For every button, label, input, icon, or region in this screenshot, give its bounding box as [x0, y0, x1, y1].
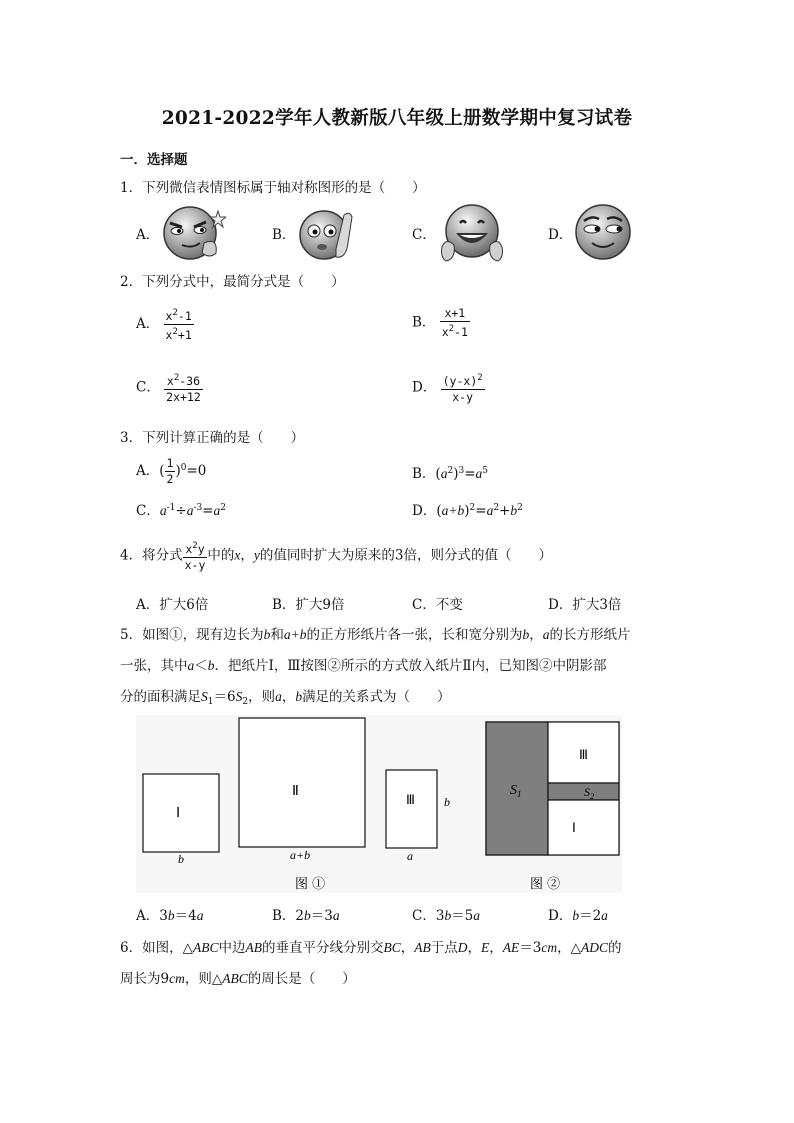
q2-option-b: B． $\frac{x+1}{x^2-1}$	[412, 306, 468, 339]
grin-emoji-icon	[438, 201, 506, 265]
fig1-caption: 图 ①	[295, 877, 326, 892]
fraction: $\frac{1}{2}$	[166, 456, 174, 486]
page-title: 2021-2022学年人教新版八年级上册数学期中复习试卷	[161, 108, 633, 129]
label-iii: Ⅲ	[406, 792, 415, 807]
q5-line2: 一张，其中a＜b．把纸片Ⅰ，Ⅲ按图②所示的方式放入纸片Ⅱ内，已知图②中阴影部	[120, 658, 607, 674]
q5-option-b: B．2b＝3a	[272, 908, 340, 924]
q4-option-b: B．扩大9倍	[272, 597, 345, 613]
q1-option-c-label: C．	[412, 227, 436, 243]
smirk-emoji-icon	[160, 203, 226, 263]
label-iii-fig2: Ⅲ	[579, 747, 588, 762]
q6-line2: 周长为9cm，则△ABC的周长是（ ）	[120, 971, 356, 987]
q4-stem: 4．将分式 $\frac{x^2y}{x-y}$ 中的x，y的值同时扩大为原来的3倍，则分式的值（ ）	[120, 541, 552, 572]
q5-line3: 分的面积满足$S_1=6S_2$，则a，b满足的关系式为（ ）	[120, 689, 451, 707]
fraction: $\frac{(y-x)^2}{x-y}$	[442, 373, 483, 404]
q3-option-c: C．$a^{-1}\div a^{-3}=a^2$	[136, 503, 227, 519]
q5-option-a: A．3b＝4a	[136, 908, 204, 924]
square-i	[143, 774, 219, 852]
label-b-side: b	[444, 795, 450, 809]
label-b: b	[178, 852, 184, 866]
q5-option-c: C．3b＝5a	[412, 908, 481, 924]
label-a-plus-b: a+b	[290, 848, 311, 862]
label-i-fig2: Ⅰ	[572, 820, 576, 835]
side-eye-emoji-icon	[572, 201, 634, 263]
label-s2: $S_2$	[584, 785, 594, 801]
square-ii	[239, 718, 365, 847]
q6-line1: 6．如图，△ABC中边AB的垂直平分线分别交BC，AB于点D，E，AE＝3cm，△ADC的	[120, 940, 622, 956]
fraction: $\frac{x^2-1}{x^2+1}$	[165, 308, 192, 342]
rect-iii	[386, 770, 437, 848]
fraction: $\frac{x+1}{x^2-1}$	[441, 306, 468, 339]
q1-option-a-label: A．	[136, 227, 160, 243]
q1-option-b-label: B．	[272, 227, 296, 243]
square-i-placed	[548, 800, 619, 855]
section-heading: 一．选择题	[120, 152, 188, 168]
q1-option-d-label: D．	[548, 227, 573, 243]
label-ii: Ⅱ	[292, 784, 299, 799]
fraction: $\frac{x^2y}{x-y}$	[184, 541, 206, 572]
fig2-caption: 图 ②	[530, 877, 561, 892]
label-i: Ⅰ	[176, 806, 181, 821]
label-s1: $S_1$	[510, 783, 522, 799]
q2-stem: 2．下列分式中，最简分式是（ ）	[120, 274, 345, 290]
q5-figure	[136, 715, 622, 893]
q2-option-d: D． $\frac{(y-x)^2}{x-y}$	[412, 373, 483, 404]
q4-option-a: A．扩大6倍	[136, 597, 209, 613]
q5-line1: 5．如图①，现有边长为b和a+b的正方形纸片各一张，长和宽分别为b，a的长方形纸片	[120, 627, 631, 643]
fraction: $\frac{x^2-36}{2x+12}$	[166, 373, 201, 404]
q3-option-d: D．$(a+b)^2=a^2+b^2$	[412, 503, 523, 519]
q4-option-d: D．扩大3倍	[548, 597, 622, 613]
q3-option-b: B．$(a^2)^3=a^5$	[412, 466, 488, 482]
label-a: a	[407, 849, 413, 863]
q5-option-d: D．b＝2a	[548, 908, 608, 924]
q4-option-c: C．不变	[412, 597, 463, 613]
face-palm-emoji-icon	[296, 203, 356, 263]
q3-option-a: A．( $\frac{1}{2}$ )$^0$=0	[136, 456, 207, 486]
q2-option-a: A． $\frac{x^2-1}{x^2+1}$	[136, 308, 192, 342]
q1-stem: 1．下列微信表情图标属于轴对称图形的是（ ）	[120, 180, 426, 196]
q2-option-c: C． $\frac{x^2-36}{2x+12}$	[136, 373, 201, 404]
q3-stem: 3．下列计算正确的是（ ）	[120, 430, 305, 446]
